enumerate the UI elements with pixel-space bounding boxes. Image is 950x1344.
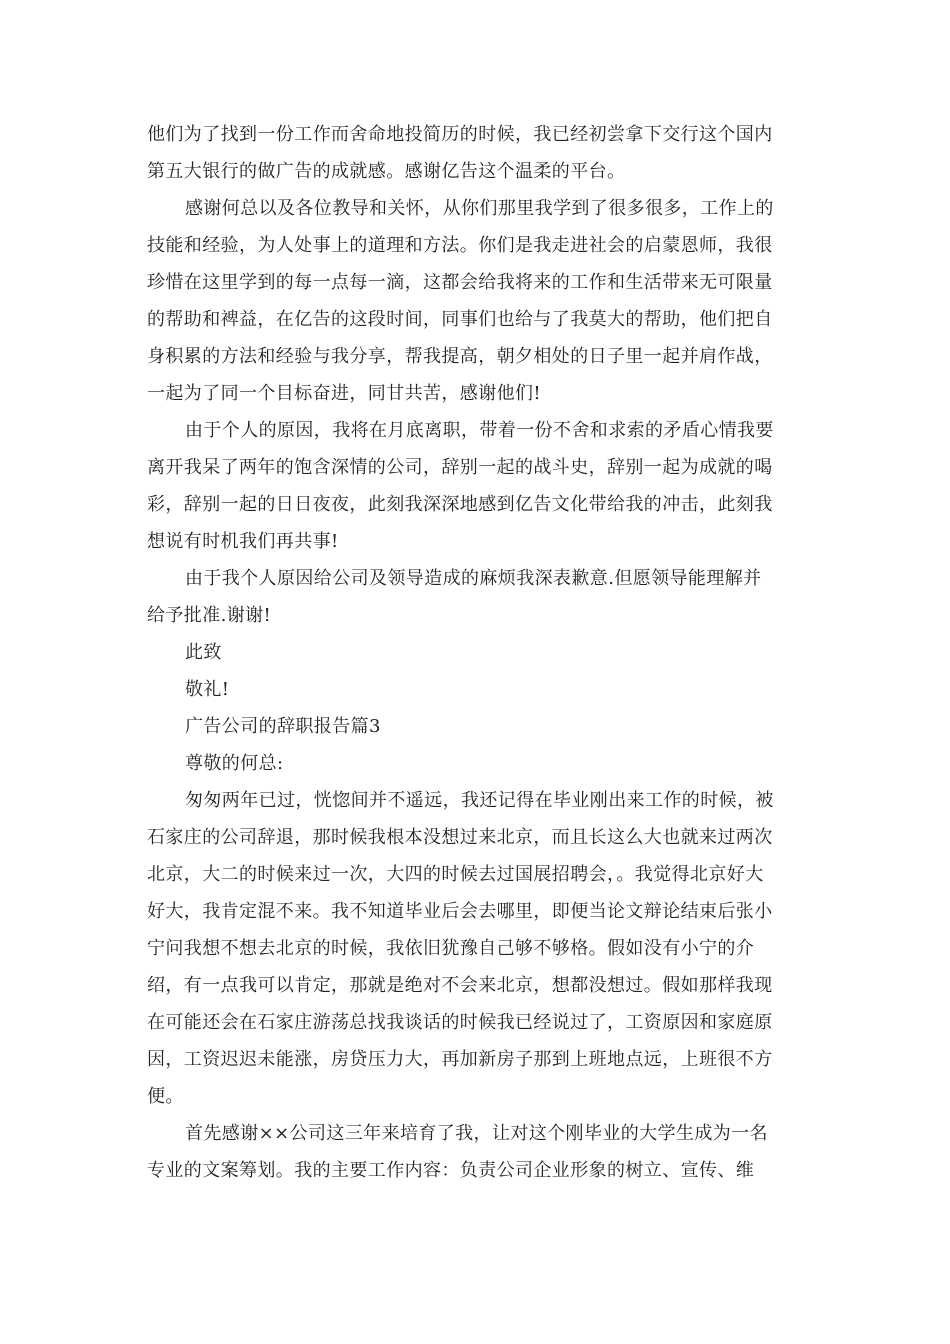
- text-line: 他们为了找到一份工作而舍命地投简历的时候，我已经初尝拿下交行这个国内: [147, 124, 773, 145]
- text-line: 好大，我肯定混不来。我不知道毕业后会去哪里，即便当论文辩论结束后张小: [147, 901, 773, 922]
- text-line: 此致: [185, 642, 222, 663]
- text-line: 匆匆两年已过，恍惚间并不遥远，我还记得在毕业刚出来工作的时候，被: [185, 790, 774, 811]
- text-line: 第五大银行的做广告的成就感。感谢亿告这个温柔的平台。: [147, 161, 626, 182]
- document-body: [147, 116, 802, 1189]
- text-line: 给予批准.谢谢!: [147, 605, 272, 626]
- text-line: 彩，辞别一起的日日夜夜，此刻我深深地感到亿告文化带给我的冲击，此刻我: [147, 494, 773, 515]
- text-line: 宁问我想不想去北京的时候，我依旧犹豫自己够不够格。假如没有小宁的介: [147, 938, 755, 959]
- text-line: 绍，有一点我可以肯定，那就是绝对不会来北京，想都没想过。假如那样我现: [147, 975, 773, 996]
- text-line: 首先感谢××公司这三年来培育了我，让对这个刚毕业的大学生成为一名: [185, 1123, 768, 1144]
- text-line: 珍惜在这里学到的每一点每一滴，这都会给我将来的工作和生活带来无可限量: [147, 272, 773, 293]
- text-line: 技能和经验，为人处事上的道理和方法。你们是我走进社会的启蒙恩师，我很: [147, 235, 773, 256]
- text-line: 感谢何总以及各位教导和关怀，从你们那里我学到了很多很多，工作上的: [185, 198, 774, 219]
- text-line: 尊敬的何总:: [185, 753, 284, 774]
- text-line: 敬礼!: [185, 679, 230, 700]
- text-line: 由于我个人原因给公司及领导造成的麻烦我深表歉意.但愿领导能理解并: [185, 568, 762, 589]
- text-line: 一起为了同一个目标奋进，同甘共苦，感谢他们!: [147, 383, 542, 404]
- text-line: 在可能还会在石家庄游荡总找我谈话的时候我已经说过了，工资原因和家庭原: [147, 1012, 773, 1033]
- text-line: 想说有时机我们再共事!: [147, 531, 339, 552]
- text-line: 北京，大二的时候来过一次，大四的时候去过国展招聘会，。我觉得北京好大: [147, 864, 764, 885]
- text-line: 广告公司的辞职报告篇3: [185, 716, 381, 737]
- text-line: 便。: [147, 1086, 184, 1107]
- text-line: 石家庄的公司辞退，那时候我根本没想过来北京，而且长这么大也就来过两次: [147, 827, 773, 848]
- text-line: 离开我呆了两年的饱含深情的公司，辞别一起的战斗史，辞别一起为成就的喝: [147, 457, 773, 478]
- text-line: 身积累的方法和经验与我分享，帮我提高，朝夕相处的日子里一起并肩作战，: [147, 346, 773, 367]
- text-line: 专业的文案筹划。我的主要工作内容：负责公司企业形象的树立、宣传、维: [147, 1160, 755, 1181]
- text-line: 由于个人的原因，我将在月底离职，带着一份不舍和求索的矛盾心情我要: [185, 420, 774, 441]
- text-line: 因，工资迟迟未能涨，房贷压力大，再加新房子那到上班地点远，上班很不方: [147, 1049, 773, 1070]
- text-line: 的帮助和裨益，在亿告的这段时间，同事们也给与了我莫大的帮助，他们把自: [147, 309, 773, 330]
